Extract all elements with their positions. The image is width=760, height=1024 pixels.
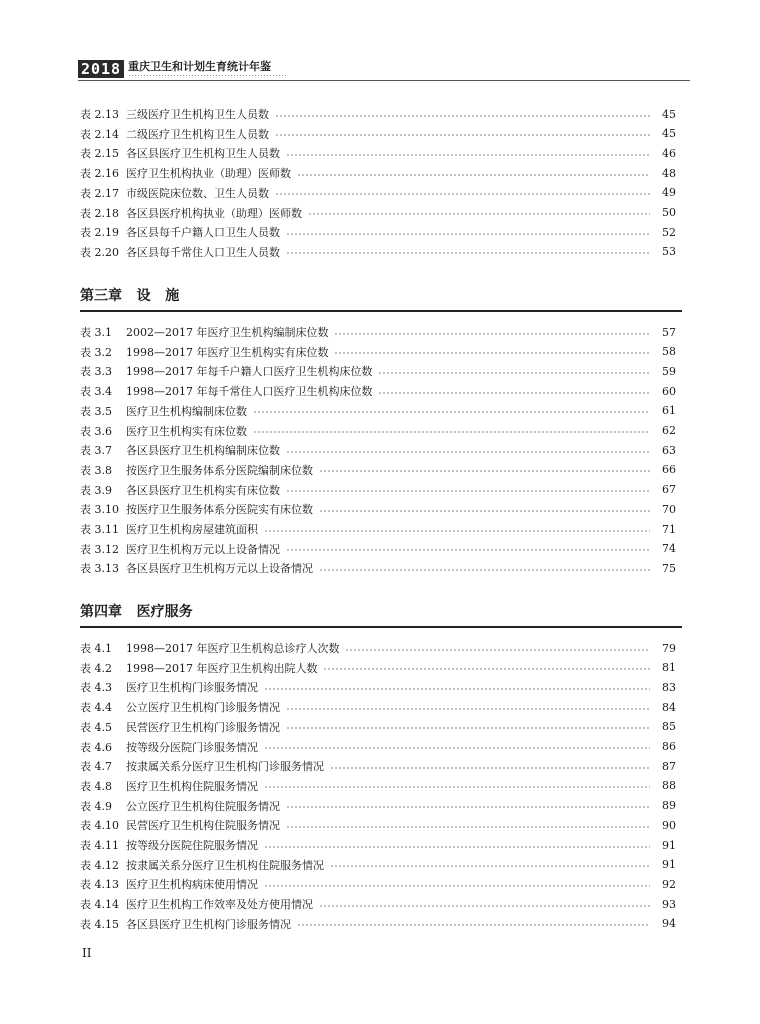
- toc-entry[interactable]: [80, 222, 676, 242]
- toc-entry-title: 各区县医疗卫生机构卫生人员数: [126, 147, 280, 161]
- toc-entry-page: 67: [662, 483, 676, 497]
- toc-entry[interactable]: [80, 638, 676, 658]
- toc-entry[interactable]: [80, 855, 676, 875]
- toc-leader-dots: [319, 569, 650, 571]
- toc-entry-title: 各区县医疗卫生机构编制床位数: [126, 444, 280, 458]
- toc-leader-dots: [378, 372, 650, 374]
- toc-entry-title: 按隶属关系分医疗卫生机构门诊服务情况: [126, 760, 324, 774]
- toc-entry-code: 表 4.1: [80, 642, 112, 655]
- toc-entry-code: 表 2.16: [80, 167, 119, 181]
- running-header: [78, 60, 690, 82]
- toc-entry[interactable]: [80, 677, 676, 697]
- page-number: II: [82, 946, 92, 960]
- toc-entry-code: 表 3.4: [80, 385, 112, 399]
- toc-leader-dots: [264, 747, 650, 749]
- toc-entry-page: 48: [662, 166, 676, 180]
- chapter-rule: [80, 626, 682, 628]
- book-title: 重庆卫生和计划生育统计年鉴: [128, 60, 271, 73]
- toc-entry[interactable]: [80, 381, 676, 401]
- toc-entry[interactable]: [80, 143, 676, 163]
- toc-entry-title: 1998—2017 年医疗卫生机构出院人数: [126, 661, 318, 675]
- toc-entry-page: 57: [662, 325, 676, 339]
- toc-leader-dots: [264, 786, 650, 788]
- toc-entry-page: 61: [662, 404, 676, 418]
- chapter-heading: [80, 602, 682, 622]
- toc-entry-page: 79: [662, 641, 676, 655]
- toc-leader-dots: [286, 549, 650, 551]
- toc-entry[interactable]: [80, 242, 676, 262]
- toc-leader-dots: [286, 154, 650, 156]
- toc-entry-title: 各区县每千常住人口卫生人员数: [126, 245, 280, 259]
- toc-leader-dots: [275, 115, 650, 117]
- toc-entry-title: 医疗卫生机构万元以上设备情况: [126, 542, 280, 556]
- toc-entry-page: 45: [662, 107, 676, 121]
- toc-leader-dots: [286, 252, 650, 254]
- toc-leader-dots: [323, 668, 650, 670]
- chapter-title: 第四章 医疗服务: [80, 604, 193, 620]
- toc-entry-title: 医疗卫生机构门诊服务情况: [126, 681, 258, 695]
- toc-leader-dots: [297, 924, 650, 926]
- toc-entry[interactable]: [80, 124, 676, 144]
- toc-entry[interactable]: [80, 342, 676, 362]
- toc-entry-page: 91: [662, 838, 676, 852]
- toc-entry[interactable]: [80, 697, 676, 717]
- toc-leader-dots: [286, 490, 650, 492]
- toc-entry-page: 66: [662, 463, 676, 477]
- toc-entry-title: 按医疗卫生服务体系分医院编制床位数: [126, 463, 313, 477]
- toc-entry-title: 医疗卫生机构执业（助理）医师数: [126, 167, 291, 181]
- toc-entry-page: 92: [662, 877, 676, 891]
- toc-entry-title: 1998—2017 年每千户籍人口医疗卫生机构床位数: [126, 365, 373, 379]
- header-dotted-band: [128, 74, 286, 77]
- toc-entry-title: 各区县医疗卫生机构万元以上设备情况: [126, 562, 313, 576]
- toc-entry-code: 表 4.2: [80, 661, 112, 675]
- toc-entry-code: 表 4.4: [80, 701, 112, 715]
- toc-entry-code: 表 2.18: [80, 206, 119, 220]
- toc-entry-title: 二级医疗卫生机构卫生人员数: [126, 127, 269, 141]
- toc-entry-title: 民营医疗卫生机构门诊服务情况: [126, 720, 280, 734]
- toc-entry-title: 按医疗卫生服务体系分医院实有床位数: [126, 503, 313, 517]
- toc-entry-code: 表 4.7: [80, 760, 112, 774]
- toc-entry-code: 表 4.11: [80, 839, 119, 852]
- toc-entry-code: 表 4.14: [80, 898, 119, 912]
- toc-leader-dots: [264, 885, 650, 887]
- toc-entry-code: 表 4.6: [80, 740, 112, 754]
- toc-entry[interactable]: [80, 440, 676, 460]
- toc-entry-code: 表 2.13: [80, 108, 119, 121]
- toc-entry[interactable]: [80, 558, 676, 578]
- toc-entry-code: 表 4.12: [80, 858, 119, 872]
- toc-entry-page: 62: [662, 424, 676, 437]
- toc-entry-code: 表 3.13: [80, 562, 119, 576]
- toc-leader-dots: [275, 134, 650, 136]
- toc-entry-title: 各区县每千户籍人口卫生人员数: [126, 226, 280, 240]
- toc-leader-dots: [286, 708, 650, 710]
- toc-entry-page: 87: [662, 759, 676, 773]
- header-rule: [78, 80, 690, 81]
- toc-entry[interactable]: [80, 894, 676, 914]
- toc-entry-page: 49: [662, 186, 676, 200]
- toc-entry[interactable]: [80, 421, 676, 441]
- toc-entry-page: 71: [662, 522, 676, 536]
- toc-leader-dots: [334, 333, 650, 335]
- toc-entry-title: 民营医疗卫生机构住院服务情况: [126, 819, 280, 833]
- toc-entry-title: 医疗卫生机构病床使用情况: [126, 878, 258, 892]
- toc-entry-page: 70: [662, 502, 676, 516]
- toc-entry[interactable]: [80, 499, 676, 519]
- toc-entry[interactable]: [80, 539, 676, 559]
- toc-entry-page: 85: [662, 720, 676, 734]
- toc-entry-page: 74: [662, 542, 676, 556]
- toc-leader-dots: [319, 510, 650, 512]
- toc-entry-page: 60: [662, 384, 676, 398]
- toc-leader-dots: [264, 846, 650, 848]
- toc-entry-title: 按隶属关系分医疗卫生机构住院服务情况: [126, 858, 324, 872]
- toc-entry-page: 91: [662, 858, 676, 872]
- toc-entry-code: 表 3.9: [80, 483, 112, 497]
- toc-entry[interactable]: [80, 480, 676, 500]
- toc-entry[interactable]: [80, 815, 676, 835]
- toc-entry-code: 表 4.8: [80, 779, 112, 793]
- toc-entry-title: 三级医疗卫生机构卫生人员数: [126, 108, 269, 121]
- toc-entry-code: 表 4.13: [80, 878, 119, 892]
- toc-entry[interactable]: [80, 183, 676, 203]
- toc-entry-page: 50: [662, 206, 676, 219]
- chapter-rule: [80, 310, 682, 312]
- toc-entry[interactable]: [80, 874, 676, 894]
- toc-entry-code: 表 3.6: [80, 424, 112, 438]
- toc-entry-title: 1998—2017 年医疗卫生机构实有床位数: [126, 345, 329, 359]
- toc-entry-page: 84: [662, 700, 676, 714]
- toc-entry-page: 52: [662, 225, 676, 239]
- toc-leader-dots: [378, 392, 650, 394]
- toc-entry[interactable]: [80, 163, 676, 183]
- toc-entry-title: 医疗卫生机构编制床位数: [126, 404, 247, 418]
- toc-entry[interactable]: [80, 737, 676, 757]
- toc-entry[interactable]: [80, 322, 676, 342]
- toc-entry-page: 89: [662, 799, 676, 813]
- toc-entry-code: 表 4.3: [80, 681, 112, 695]
- toc-entry-code: 表 2.20: [80, 245, 119, 259]
- toc-entry-code: 表 4.10: [80, 819, 119, 833]
- toc-entry-code: 表 3.2: [80, 345, 112, 359]
- toc-entry-page: 53: [662, 245, 676, 259]
- toc-entry-code: 表 3.12: [80, 542, 119, 556]
- toc-entry-code: 表 3.10: [80, 503, 119, 517]
- toc-entry-title: 公立医疗卫生机构住院服务情况: [126, 799, 280, 813]
- toc-entry[interactable]: [80, 835, 676, 855]
- toc-leader-dots: [286, 727, 650, 729]
- toc-entry-title: 2002—2017 年医疗卫生机构编制床位数: [126, 326, 329, 339]
- toc-entry[interactable]: [80, 776, 676, 796]
- toc-entry-page: 94: [662, 917, 676, 931]
- toc-entry[interactable]: [80, 401, 676, 421]
- toc-leader-dots: [253, 411, 650, 413]
- toc-leader-dots: [334, 352, 650, 354]
- toc-entry-code: 表 3.1: [80, 326, 112, 339]
- chapter-heading: [80, 286, 682, 306]
- toc-entry-code: 表 4.5: [80, 720, 112, 734]
- toc-entry-title: 医疗卫生机构工作效率及处方使用情况: [126, 898, 313, 912]
- toc-entry-code: 表 3.5: [80, 404, 112, 418]
- toc-leader-dots: [345, 649, 650, 651]
- toc-leader-dots: [286, 806, 650, 808]
- toc-entry[interactable]: [80, 361, 676, 381]
- toc-entry-page: 58: [662, 345, 676, 359]
- toc-entry-page: 81: [662, 661, 676, 675]
- toc-entry[interactable]: [80, 460, 676, 480]
- toc-leader-dots: [330, 865, 650, 867]
- toc-entry-title: 各区县医疗机构执业（助理）医师数: [126, 206, 302, 220]
- toc-entry[interactable]: [80, 756, 676, 776]
- toc-entry-page: 83: [662, 680, 676, 694]
- toc-entry-code: 表 2.17: [80, 186, 119, 200]
- toc-entry-page: 59: [662, 364, 676, 378]
- toc-leader-dots: [330, 767, 650, 769]
- toc-leader-dots: [264, 530, 650, 532]
- toc-entry-code: 表 4.15: [80, 917, 119, 931]
- toc-entry-title: 1998—2017 年每千常住人口医疗卫生机构床位数: [126, 385, 373, 399]
- toc-entry-page: 86: [662, 740, 676, 753]
- toc-entry-code: 表 3.8: [80, 463, 112, 477]
- toc-entry-title: 市级医院床位数、卫生人员数: [126, 186, 269, 200]
- toc-leader-dots: [286, 233, 650, 235]
- toc-entry-page: 75: [662, 561, 676, 575]
- toc-entry-title: 医疗卫生机构住院服务情况: [126, 779, 258, 793]
- toc-entry-page: 45: [662, 127, 676, 141]
- toc-entry-code: 表 3.11: [80, 523, 119, 536]
- toc-entry-page: 46: [662, 146, 676, 160]
- toc-entry-code: 表 2.15: [80, 147, 119, 161]
- toc-entry-title: 各区县医疗卫生机构实有床位数: [126, 483, 280, 497]
- toc-leader-dots: [264, 688, 650, 690]
- toc-entry[interactable]: [80, 203, 676, 223]
- toc-leader-dots: [319, 905, 650, 907]
- toc-leader-dots: [286, 451, 650, 453]
- toc-leader-dots: [275, 193, 650, 195]
- toc-entry-code: 表 4.9: [80, 799, 112, 813]
- toc-entry-page: 88: [662, 779, 676, 793]
- toc-entry[interactable]: [80, 717, 676, 737]
- toc-entry-page: 93: [662, 897, 676, 911]
- toc-entry[interactable]: [80, 519, 676, 539]
- toc-entry-title: 公立医疗卫生机构门诊服务情况: [126, 701, 280, 715]
- toc-entry[interactable]: [80, 796, 676, 816]
- toc-entry-code: 表 2.14: [80, 127, 119, 141]
- toc-leader-dots: [297, 174, 650, 176]
- toc-entry-page: 90: [662, 818, 676, 832]
- toc-entry-code: 表 3.7: [80, 444, 112, 458]
- toc-entry[interactable]: [80, 914, 676, 934]
- toc-entry-code: 表 3.3: [80, 365, 112, 379]
- toc-leader-dots: [319, 470, 650, 472]
- toc-entry[interactable]: [80, 104, 676, 124]
- toc-entry-title: 按等级分医院住院服务情况: [126, 839, 258, 852]
- toc-leader-dots: [286, 826, 650, 828]
- toc-entry-title: 按等级分医院门诊服务情况: [126, 740, 258, 754]
- toc-entry-code: 表 2.19: [80, 226, 119, 240]
- toc-entry-title: 医疗卫生机构实有床位数: [126, 424, 247, 438]
- toc-leader-dots: [253, 431, 650, 433]
- chapter-title: 第三章 设 施: [80, 288, 180, 304]
- toc-entry-title: 医疗卫生机构房屋建筑面积: [126, 523, 258, 536]
- toc-leader-dots: [308, 213, 650, 215]
- toc-entry-title: 各区县医疗卫生机构门诊服务情况: [126, 917, 291, 931]
- toc-entry-page: 63: [662, 443, 676, 457]
- toc-entry-title: 1998—2017 年医疗卫生机构总诊疗人次数: [126, 642, 340, 655]
- year-badge: 2018: [78, 60, 124, 78]
- toc-entry[interactable]: [80, 658, 676, 678]
